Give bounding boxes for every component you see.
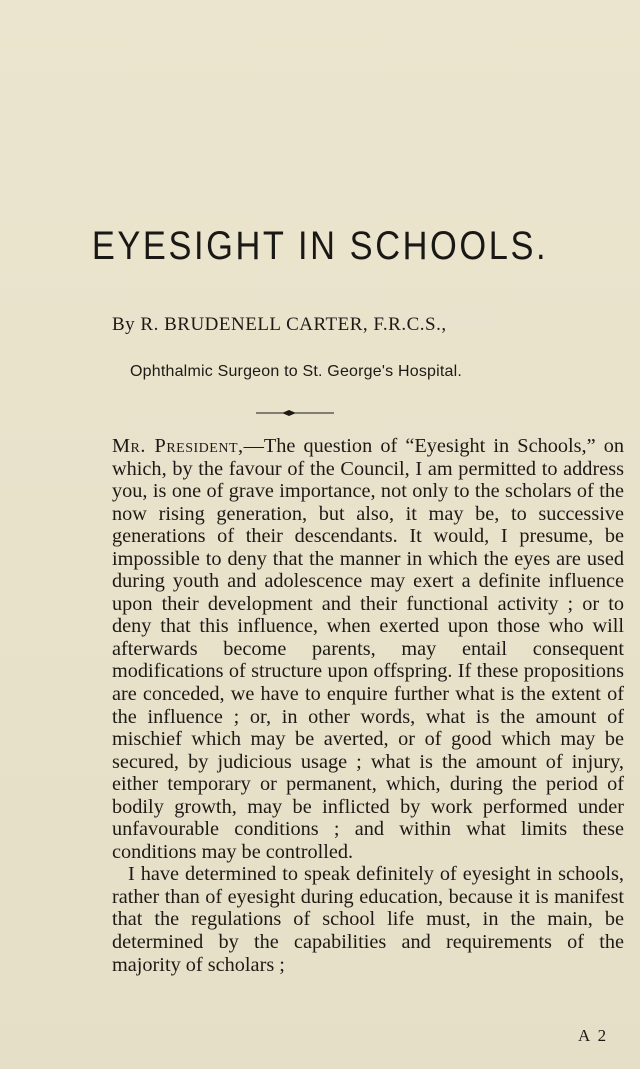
paragraph-2: I have determined to speak definitely of eyesight in schools, rather than of eyesight during education, because it is manifest that the regulations of school life must, in the main, be determined by the capabilities and requirements of the majority of scholars ; [112,863,624,976]
ornamental-rule [256,407,334,419]
body-text [112,435,624,976]
signature-mark: A 2 [578,1026,609,1045]
paragraph-1 [112,435,624,863]
salutation: Mr. President, [112,435,244,457]
paragraph-1-text: —The question of “Eyesight in Schools,” on which, by the favour of the Council, I am permitted to address you, is one of grave importance, not only to the scholars of the now rising generation, but also, it may be, to successive generations of their descendants. It would, I presume, be impossible to deny that the manner in which the eyes are used during youth and adolescence may exert a definite influence upon their development and their functional activity ; or to deny that this influence, when exerted upon those who will afterwards become parents, may entail consequent modifications of structure upon offspring. If these propositions are conceded, we have to enquire further what is the extent of the influence ; or, in other words, what is the amount of mischief which may be averted, or of good which may be secured, by judicious usage ; what is the amount of injury, either temporary or permanent, which, during the period of bodily growth, may be inflicted by work performed under unfavourable conditions ; and within what limits these conditions may be controlled. [112,435,624,863]
page-title: EYESIGHT IN SCHOOLS. [91,224,549,268]
author-byline: By R. BRUDENELL CARTER, F.R.C.S., [112,314,447,335]
author-affiliation: Ophthalmic Surgeon to St. George's Hospital. [130,363,463,380]
